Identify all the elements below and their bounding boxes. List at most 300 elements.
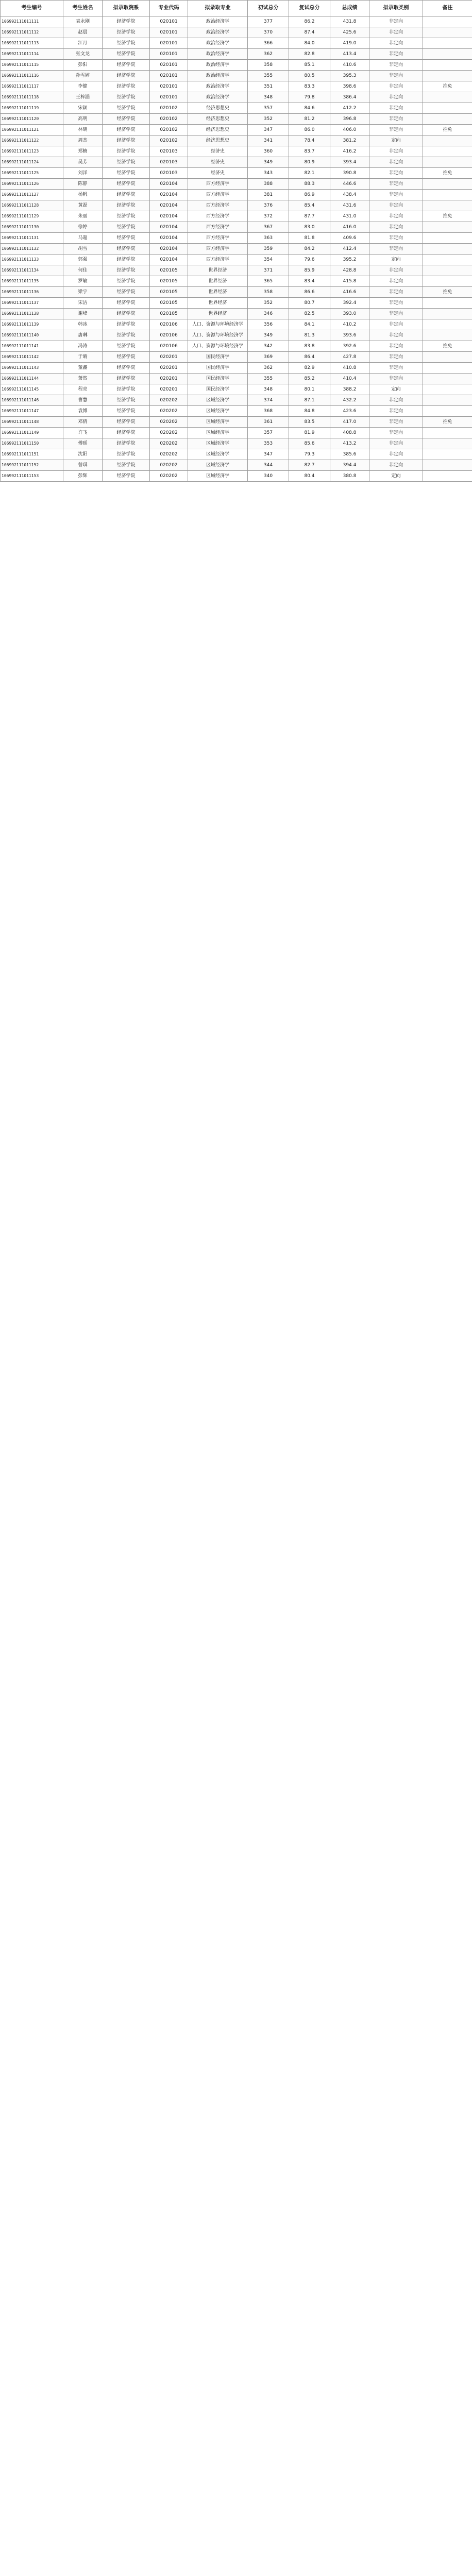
table-row xyxy=(1,265,472,276)
cell-total-score: 410.6 xyxy=(330,60,369,71)
cell-major-code: 020104 xyxy=(150,200,188,211)
cell-retest-score: 83.0 xyxy=(289,222,330,233)
cell-initial-score: 354 xyxy=(248,255,289,265)
cell-department: 经济学院 xyxy=(103,309,150,319)
cell-remarks xyxy=(423,200,472,211)
header-name: 考生姓名 xyxy=(63,1,103,16)
cell-department: 经济学院 xyxy=(103,384,150,395)
cell-retest-score: 83.3 xyxy=(289,81,330,92)
cell-major-code: 020106 xyxy=(150,319,188,330)
cell-total-score: 395.3 xyxy=(330,71,369,81)
cell-admission-type: 非定向 xyxy=(369,428,423,438)
cell-department: 经济学院 xyxy=(103,49,150,60)
cell-exam-id: 106992111011128 xyxy=(1,200,63,211)
cell-total-score: 395.2 xyxy=(330,255,369,265)
cell-admission-type: 非定向 xyxy=(369,38,423,49)
cell-department: 经济学院 xyxy=(103,471,150,482)
cell-major: 区域经济学 xyxy=(188,460,248,471)
cell-total-score: 412.4 xyxy=(330,244,369,255)
cell-exam-id: 106992111011133 xyxy=(1,255,63,265)
cell-name: 杨帆 xyxy=(63,190,103,200)
cell-name: 彭辉 xyxy=(63,471,103,482)
cell-total-score: 393.4 xyxy=(330,157,369,168)
cell-initial-score: 372 xyxy=(248,211,289,222)
cell-admission-type: 非定向 xyxy=(369,352,423,363)
cell-admission-type: 定向 xyxy=(369,471,423,482)
cell-name: 宋洁 xyxy=(63,298,103,309)
table-row xyxy=(1,309,472,319)
cell-exam-id: 106992111011141 xyxy=(1,341,63,352)
cell-department: 经济学院 xyxy=(103,363,150,374)
cell-department: 经济学院 xyxy=(103,60,150,71)
cell-major: 区域经济学 xyxy=(188,428,248,438)
cell-name: 胡雪 xyxy=(63,244,103,255)
cell-exam-id: 106992111011137 xyxy=(1,298,63,309)
cell-exam-id: 106992111011153 xyxy=(1,471,63,482)
cell-initial-score: 340 xyxy=(248,471,289,482)
cell-major: 世界经济 xyxy=(188,309,248,319)
cell-name: 刘洋 xyxy=(63,168,103,179)
cell-retest-score: 86.9 xyxy=(289,190,330,200)
cell-department: 经济学院 xyxy=(103,114,150,125)
cell-department: 经济学院 xyxy=(103,71,150,81)
header-total-score: 总成绩 xyxy=(330,1,369,16)
cell-admission-type: 定向 xyxy=(369,384,423,395)
cell-total-score: 392.6 xyxy=(330,341,369,352)
cell-initial-score: 357 xyxy=(248,103,289,114)
cell-exam-id: 106992111011136 xyxy=(1,287,63,298)
cell-department: 经济学院 xyxy=(103,200,150,211)
table-row xyxy=(1,276,472,287)
cell-major: 区域经济学 xyxy=(188,471,248,482)
table-row xyxy=(1,211,472,222)
cell-remarks xyxy=(423,146,472,157)
cell-remarks xyxy=(423,276,472,287)
table-row xyxy=(1,60,472,71)
table-row xyxy=(1,146,472,157)
cell-major: 国民经济学 xyxy=(188,363,248,374)
table-row xyxy=(1,71,472,81)
table-row xyxy=(1,330,472,341)
table-header-row xyxy=(1,1,472,16)
cell-exam-id: 106992111011145 xyxy=(1,384,63,395)
cell-major-code: 020106 xyxy=(150,341,188,352)
cell-total-score: 416.0 xyxy=(330,222,369,233)
cell-major-code: 020102 xyxy=(150,135,188,146)
cell-retest-score: 83.8 xyxy=(289,341,330,352)
cell-name: 何佳 xyxy=(63,265,103,276)
header-initial-score: 初试总分 xyxy=(248,1,289,16)
cell-department: 经济学院 xyxy=(103,438,150,449)
cell-name: 冯涛 xyxy=(63,341,103,352)
cell-name: 曹慧 xyxy=(63,395,103,406)
cell-remarks xyxy=(423,60,472,71)
table-row xyxy=(1,471,472,482)
cell-admission-type: 非定向 xyxy=(369,125,423,135)
cell-admission-type: 非定向 xyxy=(369,460,423,471)
cell-admission-type: 非定向 xyxy=(369,146,423,157)
cell-exam-id: 106992111011150 xyxy=(1,438,63,449)
cell-total-score: 425.6 xyxy=(330,27,369,38)
cell-department: 经济学院 xyxy=(103,417,150,428)
cell-initial-score: 368 xyxy=(248,406,289,417)
cell-retest-score: 82.7 xyxy=(289,460,330,471)
cell-initial-score: 349 xyxy=(248,157,289,168)
cell-exam-id: 106992111011144 xyxy=(1,374,63,384)
table-row xyxy=(1,38,472,49)
cell-initial-score: 353 xyxy=(248,438,289,449)
cell-initial-score: 362 xyxy=(248,49,289,60)
cell-name: 江月 xyxy=(63,38,103,49)
cell-name: 曾琪 xyxy=(63,460,103,471)
cell-retest-score: 79.6 xyxy=(289,255,330,265)
cell-department: 经济学院 xyxy=(103,125,150,135)
cell-total-score: 412.2 xyxy=(330,103,369,114)
cell-department: 经济学院 xyxy=(103,460,150,471)
cell-total-score: 415.8 xyxy=(330,276,369,287)
cell-exam-id: 106992111011148 xyxy=(1,417,63,428)
cell-department: 经济学院 xyxy=(103,255,150,265)
cell-name: 萧然 xyxy=(63,374,103,384)
cell-exam-id: 106992111011142 xyxy=(1,352,63,363)
cell-name: 吴芳 xyxy=(63,157,103,168)
cell-name: 梁宇 xyxy=(63,287,103,298)
header-remarks: 备注 xyxy=(423,1,472,16)
cell-exam-id: 106992111011147 xyxy=(1,406,63,417)
header-major-code: 专业代码 xyxy=(150,1,188,16)
cell-admission-type: 非定向 xyxy=(369,71,423,81)
cell-admission-type: 非定向 xyxy=(369,330,423,341)
cell-major-code: 020104 xyxy=(150,233,188,244)
cell-major: 政治经济学 xyxy=(188,60,248,71)
cell-admission-type: 非定向 xyxy=(369,449,423,460)
cell-admission-type: 非定向 xyxy=(369,60,423,71)
cell-retest-score: 87.1 xyxy=(289,395,330,406)
cell-exam-id: 106992111011126 xyxy=(1,179,63,190)
cell-remarks xyxy=(423,255,472,265)
cell-exam-id: 106992111011135 xyxy=(1,276,63,287)
cell-major: 区域经济学 xyxy=(188,438,248,449)
cell-remarks xyxy=(423,135,472,146)
cell-retest-score: 81.2 xyxy=(289,114,330,125)
cell-major: 区域经济学 xyxy=(188,406,248,417)
cell-department: 经济学院 xyxy=(103,319,150,330)
cell-major: 政治经济学 xyxy=(188,38,248,49)
cell-major-code: 020105 xyxy=(150,265,188,276)
cell-total-score: 431.0 xyxy=(330,211,369,222)
cell-major-code: 020101 xyxy=(150,92,188,103)
cell-total-score: 380.8 xyxy=(330,471,369,482)
cell-retest-score: 82.1 xyxy=(289,168,330,179)
cell-major-code: 020102 xyxy=(150,125,188,135)
cell-major: 经济思想史 xyxy=(188,125,248,135)
cell-department: 经济学院 xyxy=(103,352,150,363)
cell-name: 周杰 xyxy=(63,135,103,146)
cell-major: 区域经济学 xyxy=(188,395,248,406)
cell-department: 经济学院 xyxy=(103,38,150,49)
cell-initial-score: 360 xyxy=(248,146,289,157)
cell-name: 于晴 xyxy=(63,352,103,363)
cell-retest-score: 83.4 xyxy=(289,276,330,287)
cell-retest-score: 80.7 xyxy=(289,298,330,309)
cell-major-code: 020202 xyxy=(150,395,188,406)
cell-department: 经济学院 xyxy=(103,406,150,417)
table-row xyxy=(1,81,472,92)
cell-admission-type: 非定向 xyxy=(369,49,423,60)
cell-admission-type: 非定向 xyxy=(369,168,423,179)
cell-total-score: 417.0 xyxy=(330,417,369,428)
cell-department: 经济学院 xyxy=(103,341,150,352)
cell-total-score: 392.4 xyxy=(330,298,369,309)
cell-remarks xyxy=(423,16,472,27)
cell-major-code: 020202 xyxy=(150,449,188,460)
cell-exam-id: 106992111011113 xyxy=(1,38,63,49)
table-row xyxy=(1,179,472,190)
cell-remarks: 推免 xyxy=(423,341,472,352)
cell-total-score: 423.6 xyxy=(330,406,369,417)
cell-admission-type: 非定向 xyxy=(369,438,423,449)
table-row xyxy=(1,200,472,211)
cell-major-code: 020102 xyxy=(150,114,188,125)
cell-admission-type: 非定向 xyxy=(369,190,423,200)
cell-exam-id: 106992111011119 xyxy=(1,103,63,114)
table-row xyxy=(1,233,472,244)
cell-retest-score: 79.3 xyxy=(289,449,330,460)
cell-remarks: 推免 xyxy=(423,125,472,135)
cell-department: 经济学院 xyxy=(103,265,150,276)
cell-name: 董鑫 xyxy=(63,363,103,374)
cell-major: 区域经济学 xyxy=(188,417,248,428)
cell-major: 政治经济学 xyxy=(188,81,248,92)
cell-name: 邓倩 xyxy=(63,417,103,428)
cell-admission-type: 定向 xyxy=(369,255,423,265)
cell-admission-type: 非定向 xyxy=(369,200,423,211)
cell-total-score: 408.8 xyxy=(330,428,369,438)
table-row xyxy=(1,125,472,135)
cell-exam-id: 106992111011117 xyxy=(1,81,63,92)
cell-major: 人口、资源与环境经济学 xyxy=(188,330,248,341)
cell-remarks xyxy=(423,49,472,60)
cell-initial-score: 346 xyxy=(248,309,289,319)
cell-initial-score: 351 xyxy=(248,81,289,92)
table-row xyxy=(1,417,472,428)
cell-initial-score: 388 xyxy=(248,179,289,190)
cell-exam-id: 106992111011130 xyxy=(1,222,63,233)
table-row xyxy=(1,384,472,395)
cell-admission-type: 非定向 xyxy=(369,103,423,114)
cell-name: 彭阳 xyxy=(63,60,103,71)
cell-remarks xyxy=(423,438,472,449)
cell-name: 陈静 xyxy=(63,179,103,190)
cell-initial-score: 361 xyxy=(248,417,289,428)
cell-name: 王梓涵 xyxy=(63,92,103,103)
cell-initial-score: 371 xyxy=(248,265,289,276)
cell-retest-score: 84.0 xyxy=(289,38,330,49)
cell-department: 经济学院 xyxy=(103,211,150,222)
cell-department: 经济学院 xyxy=(103,157,150,168)
cell-retest-score: 85.6 xyxy=(289,438,330,449)
cell-remarks xyxy=(423,460,472,471)
cell-major-code: 020201 xyxy=(150,384,188,395)
cell-retest-score: 88.3 xyxy=(289,179,330,190)
cell-retest-score: 81.8 xyxy=(289,233,330,244)
cell-remarks xyxy=(423,92,472,103)
cell-initial-score: 381 xyxy=(248,190,289,200)
cell-name: 许飞 xyxy=(63,428,103,438)
cell-remarks xyxy=(423,27,472,38)
cell-exam-id: 106992111011149 xyxy=(1,428,63,438)
cell-name: 袁博 xyxy=(63,406,103,417)
cell-total-score: 413.4 xyxy=(330,49,369,60)
cell-total-score: 410.4 xyxy=(330,374,369,384)
cell-major-code: 020201 xyxy=(150,352,188,363)
cell-name: 谢峰 xyxy=(63,309,103,319)
cell-department: 经济学院 xyxy=(103,222,150,233)
table-row xyxy=(1,255,472,265)
cell-initial-score: 356 xyxy=(248,319,289,330)
table-row xyxy=(1,49,472,60)
cell-admission-type: 非定向 xyxy=(369,287,423,298)
cell-total-score: 406.0 xyxy=(330,125,369,135)
cell-remarks xyxy=(423,384,472,395)
cell-major-code: 020101 xyxy=(150,38,188,49)
cell-remarks xyxy=(423,114,472,125)
cell-major-code: 020202 xyxy=(150,417,188,428)
cell-remarks xyxy=(423,395,472,406)
cell-retest-score: 85.2 xyxy=(289,374,330,384)
cell-department: 经济学院 xyxy=(103,92,150,103)
cell-major-code: 020101 xyxy=(150,16,188,27)
cell-remarks xyxy=(423,222,472,233)
cell-retest-score: 85.4 xyxy=(289,200,330,211)
table-row xyxy=(1,157,472,168)
cell-initial-score: 347 xyxy=(248,449,289,460)
cell-retest-score: 86.4 xyxy=(289,352,330,363)
cell-exam-id: 106992111011127 xyxy=(1,190,63,200)
cell-initial-score: 349 xyxy=(248,330,289,341)
cell-initial-score: 355 xyxy=(248,374,289,384)
cell-initial-score: 377 xyxy=(248,16,289,27)
cell-total-score: 446.6 xyxy=(330,179,369,190)
cell-admission-type: 非定向 xyxy=(369,309,423,319)
table-row xyxy=(1,406,472,417)
cell-department: 经济学院 xyxy=(103,330,150,341)
cell-name: 沈阳 xyxy=(63,449,103,460)
cell-exam-id: 106992111011143 xyxy=(1,363,63,374)
cell-retest-score: 82.9 xyxy=(289,363,330,374)
cell-name: 袁永刚 xyxy=(63,16,103,27)
header-major: 拟录取专业 xyxy=(188,1,248,16)
cell-major: 区域经济学 xyxy=(188,449,248,460)
cell-major: 人口、资源与环境经济学 xyxy=(188,319,248,330)
cell-major: 政治经济学 xyxy=(188,71,248,81)
table-row xyxy=(1,244,472,255)
cell-major: 西方经济学 xyxy=(188,179,248,190)
cell-major: 经济思想史 xyxy=(188,135,248,146)
cell-admission-type: 非定向 xyxy=(369,179,423,190)
cell-exam-id: 106992111011152 xyxy=(1,460,63,471)
cell-retest-score: 82.5 xyxy=(289,309,330,319)
cell-retest-score: 81.9 xyxy=(289,428,330,438)
cell-department: 经济学院 xyxy=(103,103,150,114)
cell-department: 经济学院 xyxy=(103,16,150,27)
cell-major: 人口、资源与环境经济学 xyxy=(188,341,248,352)
cell-major: 西方经济学 xyxy=(188,222,248,233)
cell-initial-score: 352 xyxy=(248,298,289,309)
table-row xyxy=(1,395,472,406)
cell-retest-score: 83.7 xyxy=(289,146,330,157)
cell-exam-id: 106992111011125 xyxy=(1,168,63,179)
cell-department: 经济学院 xyxy=(103,287,150,298)
cell-retest-score: 81.3 xyxy=(289,330,330,341)
cell-remarks xyxy=(423,244,472,255)
cell-major-code: 020202 xyxy=(150,438,188,449)
cell-admission-type: 非定向 xyxy=(369,211,423,222)
cell-remarks xyxy=(423,71,472,81)
table-row xyxy=(1,222,472,233)
cell-admission-type: 非定向 xyxy=(369,233,423,244)
cell-total-score: 431.8 xyxy=(330,16,369,27)
cell-retest-score: 87.7 xyxy=(289,211,330,222)
cell-total-score: 409.6 xyxy=(330,233,369,244)
cell-major-code: 020106 xyxy=(150,330,188,341)
cell-exam-id: 106992111011138 xyxy=(1,309,63,319)
cell-department: 经济学院 xyxy=(103,146,150,157)
cell-major-code: 020102 xyxy=(150,103,188,114)
cell-exam-id: 106992111011139 xyxy=(1,319,63,330)
cell-initial-score: 363 xyxy=(248,233,289,244)
cell-total-score: 393.6 xyxy=(330,330,369,341)
cell-initial-score: 358 xyxy=(248,287,289,298)
cell-total-score: 419.0 xyxy=(330,38,369,49)
cell-major: 西方经济学 xyxy=(188,255,248,265)
table-row xyxy=(1,319,472,330)
cell-major-code: 020105 xyxy=(150,276,188,287)
cell-major: 西方经济学 xyxy=(188,211,248,222)
cell-remarks xyxy=(423,233,472,244)
cell-remarks xyxy=(423,374,472,384)
cell-major-code: 020101 xyxy=(150,60,188,71)
header-admission-type: 拟录取类别 xyxy=(369,1,423,16)
cell-name: 黄磊 xyxy=(63,200,103,211)
cell-remarks xyxy=(423,103,472,114)
cell-exam-id: 106992111011140 xyxy=(1,330,63,341)
table-row xyxy=(1,428,472,438)
cell-admission-type: 非定向 xyxy=(369,157,423,168)
header-retest-score: 复试总分 xyxy=(289,1,330,16)
cell-exam-id: 106992111011116 xyxy=(1,71,63,81)
cell-name: 徐婷 xyxy=(63,222,103,233)
cell-admission-type: 非定向 xyxy=(369,222,423,233)
cell-department: 经济学院 xyxy=(103,395,150,406)
cell-major-code: 020104 xyxy=(150,244,188,255)
cell-major: 国民经济学 xyxy=(188,374,248,384)
cell-remarks xyxy=(423,330,472,341)
cell-total-score: 386.4 xyxy=(330,92,369,103)
cell-exam-id: 106992111011129 xyxy=(1,211,63,222)
table-row xyxy=(1,438,472,449)
cell-total-score: 388.2 xyxy=(330,384,369,395)
cell-name: 罗敏 xyxy=(63,276,103,287)
cell-exam-id: 106992111011123 xyxy=(1,146,63,157)
cell-exam-id: 106992111011115 xyxy=(1,60,63,71)
cell-retest-score: 85.1 xyxy=(289,60,330,71)
cell-major: 世界经济 xyxy=(188,276,248,287)
cell-admission-type: 非定向 xyxy=(369,363,423,374)
cell-major: 经济史 xyxy=(188,168,248,179)
table-row xyxy=(1,341,472,352)
cell-retest-score: 86.6 xyxy=(289,287,330,298)
